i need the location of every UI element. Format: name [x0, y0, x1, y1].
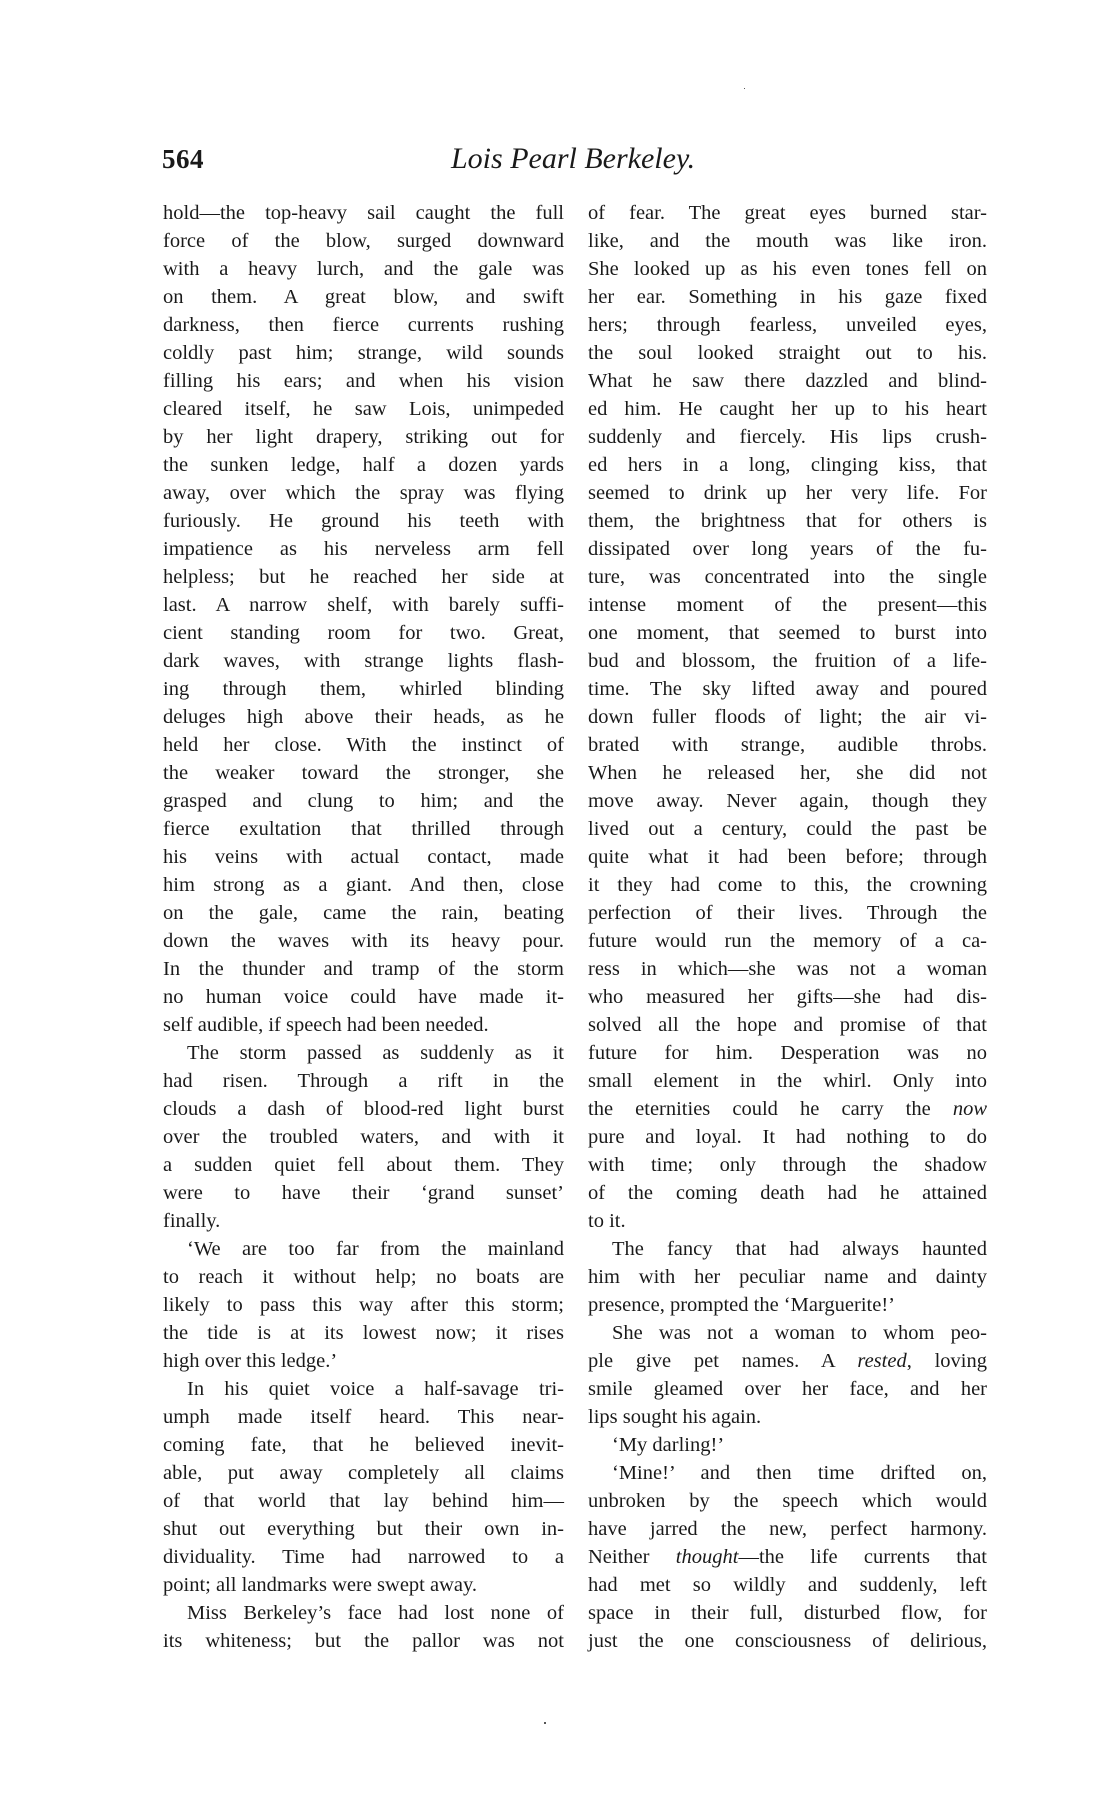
text-line: held her close. With the instinct of	[163, 734, 564, 756]
page-number: 564	[162, 144, 204, 174]
text-line: to it.	[588, 1210, 626, 1232]
text-line: ed hers in a long, clinging kiss, that	[588, 454, 987, 476]
text-line: darkness, then fierce currents rushing	[163, 314, 564, 336]
text-segment: the eternities could he carry the	[588, 1098, 931, 1120]
text-line: over the troubled waters, and with it	[163, 1126, 564, 1148]
text-line-with-italic	[588, 1347, 987, 1375]
text-line: intense moment of the present—this	[588, 594, 987, 616]
text-line: ed him. He caught her up to his heart	[588, 398, 987, 420]
paragraph-start-line: In his quiet voice a half-savage tri-	[187, 1378, 564, 1400]
text-line: had met so wildly and suddenly, left	[588, 1574, 987, 1596]
right-column	[588, 199, 987, 1655]
text-line: hers; through fearless, unveiled eyes,	[588, 314, 987, 336]
text-line: by her light drapery, striking out for	[163, 426, 564, 448]
text-line: no human voice could have made it-	[163, 986, 564, 1008]
text-line: one moment, that seemed to burst into	[588, 622, 987, 644]
text-line: shut out everything but their own in-	[163, 1518, 564, 1540]
paragraph-start-line: ‘We are too far from the mainland	[187, 1238, 564, 1260]
text-line: it they had come to this, the crowning	[588, 874, 987, 896]
text-segment: Neither	[588, 1546, 650, 1568]
text-line: like, and the mouth was like iron.	[588, 230, 987, 252]
italic-word: rested	[857, 1350, 907, 1372]
text-line: furiously. He ground his teeth with	[163, 510, 564, 532]
text-line: clouds a dash of blood-red light burst	[163, 1098, 564, 1120]
text-line: able, put away completely all claims	[163, 1462, 564, 1484]
text-line: who measured her gifts—she had dis-	[588, 986, 987, 1008]
text-line: away, over which the spray was flying	[163, 482, 564, 504]
text-line: likely to pass this way after this storm;	[163, 1294, 564, 1316]
text-line: time. The sky lifted away and poured	[588, 678, 987, 700]
text-line: grasped and clung to him; and the	[163, 790, 564, 812]
text-line: cient standing room for two. Great,	[163, 622, 564, 644]
scan-speck	[744, 88, 745, 89]
text-line: last. A narrow shelf, with barely suffi-	[163, 594, 564, 616]
text-line-with-italic	[588, 1095, 987, 1123]
text-line: ing through them, whirled blinding	[163, 678, 564, 700]
text-line: coming fate, that he believed inevit-	[163, 1434, 564, 1456]
paragraph-start-line: The fancy that had always haunted	[612, 1238, 987, 1260]
text-line: on the gale, came the rain, beating	[163, 902, 564, 924]
text-line: suddenly and fiercely. His lips crush-	[588, 426, 987, 448]
text-line: fierce exultation that thrilled through	[163, 818, 564, 840]
text-line: its whiteness; but the pallor was not	[163, 1630, 564, 1652]
paragraph-start-line: ‘Mine!’ and then time drifted on,	[612, 1462, 987, 1484]
text-line: filling his ears; and when his vision	[163, 370, 564, 392]
text-line: impatience as his nerveless arm fell	[163, 538, 564, 560]
text-segment: ple give pet names. A	[588, 1350, 835, 1372]
text-line: with time; only through the shadow	[588, 1154, 987, 1176]
text-line: of that world that lay behind him—	[163, 1490, 564, 1512]
text-line: were to have their ‘grand sunset’	[163, 1182, 564, 1204]
text-line: deluges high above their heads, as he	[163, 706, 564, 728]
text-line: had risen. Through a rift in the	[163, 1070, 564, 1092]
paragraph-start-line: Miss Berkeley’s face had lost none of	[187, 1602, 564, 1624]
text-line: just the one consciousness of delirious,	[588, 1630, 987, 1652]
text-line: him strong as a giant. And then, close	[163, 874, 564, 896]
text-line: dark waves, with strange lights flash-	[163, 650, 564, 672]
text-line: In the thunder and tramp of the storm	[163, 958, 564, 980]
text-line: pure and loyal. It had nothing to do	[588, 1126, 987, 1148]
paragraph-start-line: The storm passed as suddenly as it	[187, 1042, 564, 1064]
text-line: his veins with actual contact, made	[163, 846, 564, 868]
text-line: down the waves with its heavy pour.	[163, 930, 564, 952]
text-line: She looked up as his even tones fell on	[588, 258, 987, 280]
text-line: small element in the whirl. Only into	[588, 1070, 987, 1092]
paragraph-start-line: She was not a woman to whom peo-	[612, 1322, 987, 1344]
text-line: lips sought his again.	[588, 1406, 762, 1428]
text-line: of the coming death had he attained	[588, 1182, 987, 1204]
text-line: When he released her, she did not	[588, 762, 987, 784]
text-line: dividuality. Time had narrowed to a	[163, 1546, 564, 1568]
left-column	[163, 199, 564, 1655]
text-line: helpless; but he reached her side at	[163, 566, 564, 588]
text-line: the soul looked straight out to his.	[588, 342, 987, 364]
text-line: her ear. Something in his gaze fixed	[588, 286, 987, 308]
text-line: brated with strange, audible throbs.	[588, 734, 987, 756]
text-line: unbroken by the speech which would	[588, 1490, 987, 1512]
paragraph-start-line: ‘My darling!’	[612, 1434, 725, 1456]
text-line: smile gleamed over her face, and her	[588, 1378, 987, 1400]
text-line: solved all the hope and promise of that	[588, 1014, 987, 1036]
text-line-with-italic	[588, 1543, 987, 1571]
text-line: the tide is at its lowest now; it rises	[163, 1322, 564, 1344]
text-line: cleared itself, he saw Lois, unimpeded	[163, 398, 564, 420]
italic-word: thought	[675, 1546, 739, 1568]
text-line: a sudden quiet fell about them. They	[163, 1154, 564, 1176]
text-line: presence, prompted the ‘Marguerite!’	[588, 1294, 895, 1316]
text-line: of fear. The great eyes burned star-	[588, 202, 987, 224]
text-line: future would run the memory of a ca-	[588, 930, 987, 952]
italic-word: now	[952, 1098, 988, 1120]
text-segment: —the life currents that	[738, 1546, 987, 1568]
text-line: coldly past him; strange, wild sounds	[163, 342, 564, 364]
text-line: umph made itself heard. This near-	[163, 1406, 564, 1428]
text-line: on them. A great blow, and swift	[163, 286, 564, 308]
text-line: quite what it had been before; through	[588, 846, 987, 868]
text-line: finally.	[163, 1210, 221, 1232]
text-line: self audible, if speech had been needed.	[163, 1014, 489, 1036]
text-line: dissipated over long years of the fu-	[588, 538, 987, 560]
text-line: high over this ledge.’	[163, 1350, 338, 1372]
text-line: with a heavy lurch, and the gale was	[163, 258, 564, 280]
running-title: Lois Pearl Berkeley.	[451, 142, 696, 175]
text-line: hold—the top-heavy sail caught the full	[163, 202, 564, 224]
text-line: force of the blow, surged downward	[163, 230, 564, 252]
text-line: perfection of their lives. Through the	[588, 902, 987, 924]
text-line: What he saw there dazzled and blind-	[588, 370, 987, 392]
text-line: lived out a century, could the past be	[588, 818, 987, 840]
scan-speck	[544, 1722, 546, 1724]
text-line: ture, was concentrated into the single	[588, 566, 987, 588]
text-line: space in their full, disturbed flow, for	[588, 1602, 987, 1624]
text-line: seemed to drink up her very life. For	[588, 482, 987, 504]
text-line: the weaker toward the stronger, she	[163, 762, 564, 784]
text-line: have jarred the new, perfect harmony.	[588, 1518, 987, 1540]
text-line: point; all landmarks were swept away.	[163, 1574, 478, 1596]
text-segment: , loving	[906, 1350, 988, 1372]
text-line: move away. Never again, though they	[588, 790, 987, 812]
text-line: them, the brightness that for others is	[588, 510, 987, 532]
text-line: the sunken ledge, half a dozen yards	[163, 454, 564, 476]
text-line: down fuller floods of light; the air vi-	[588, 706, 987, 728]
text-line: him with her peculiar name and dainty	[588, 1266, 987, 1288]
text-line: to reach it without help; no boats are	[163, 1266, 564, 1288]
text-line: future for him. Desperation was no	[588, 1042, 987, 1064]
text-line: ress in which—she was not a woman	[588, 958, 987, 980]
text-line: bud and blossom, the fruition of a life-	[588, 650, 987, 672]
